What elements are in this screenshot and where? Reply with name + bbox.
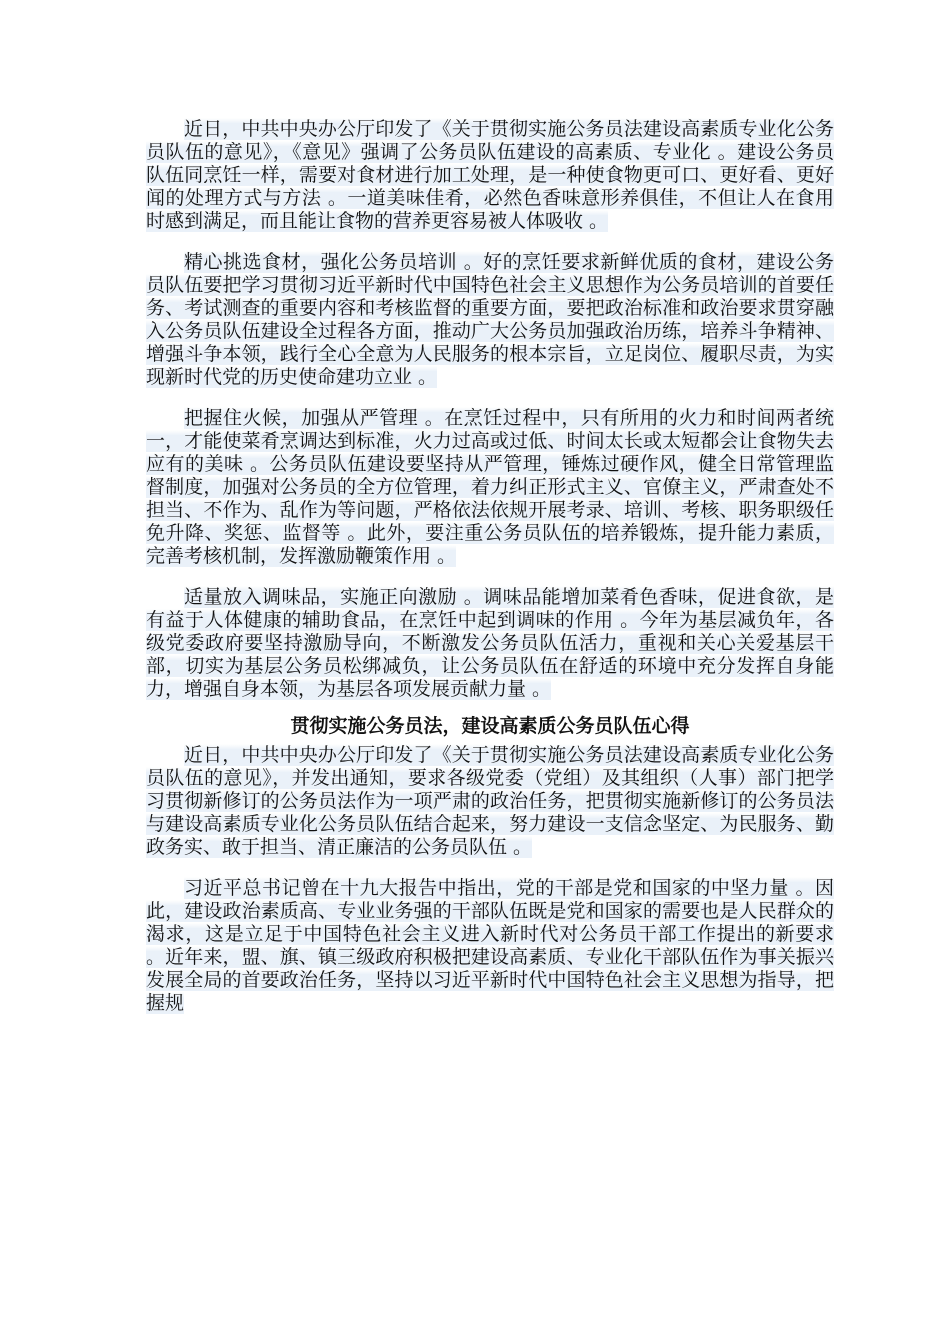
paragraph-3: 把握住火候，加强从严管理 。在烹饪过程中，只有所用的火力和时间两者统一，才能使菜肴烹调达到标准，火力过高或过低、时间太长或太短都会让食物失去应有的美味 。公务员队伍建设要坚持从严管理，锤炼过硬作风，健全日常管理监督制度，加强对公务员的全方位管理，着力纠正形式主义、官僚主义，严肃查处不担当、不作为、乱作为等问题，严格依法依规开展考录、培训、考核、职务职级任免升降、奖惩、监督等 。此外，要注重公务员队伍的培养锻炼，提升能力素质，完善考核机制，发挥激励鞭策作用 。 [146,407,834,567]
document-page [146,118,834,1033]
paragraph-5: 近日，中共中央办公厅印发了《关于贯彻实施公务员法建设高素质专业化公务员队伍的意见》，并发出通知，要求各级党委（党组）及其组织（人事）部门把学习贯彻新修订的公务员法作为一项严肃的政治任务，把贯彻实施新修订的公务员法与建设高素质专业化公务员队伍结合起来，努力建设一支信念坚定、为民服务、勤政务实、敢于担当、清正廉洁的公务员队伍 。 [146,744,834,858]
section-heading: 贯彻实施公务员法，建设高素质公务员队伍心得 [290,715,690,737]
paragraph-4: 适量放入调味品，实施正向激励 。调味品能增加菜肴色香味，促进食欲，是有益于人体健康的辅助食品，在烹饪中起到调味的作用 。今年为基层减负年，各级党委政府要坚持激励导向，不断激发公务员队伍活力，重视和关心关爱基层干部，切实为基层公务员松绑减负，让公务员队伍在舒适的环境中充分发挥自身能力，增强自身本领，为基层各项发展贡献力量 。 [146,586,834,700]
paragraph-6: 习近平总书记曾在十九大报告中指出，党的干部是党和国家的中坚力量 。因此，建设政治素质高、专业业务强的干部队伍既是党和国家的需要也是人民群众的渴求，这是立足于中国特色社会主义进入新时代对公务员干部工作提出的新要求 。近年来，盟、旗、镇三级政府积极把建设高素质、专业化干部队伍作为事关振兴发展全局的首要政治任务，坚持以习近平新时代中国特色社会主义思想为指导，把握规 [146,877,834,1014]
paragraph-2: 精心挑选食材，强化公务员培训 。好的烹饪要求新鲜优质的食材，建设公务员队伍要把学习贯彻习近平新时代中国特色社会主义思想作为公务员培训的首要任务、考试测查的重要内容和考核监督的重要方面，要把政治标准和政治要求贯穿融入公务员队伍建设全过程各方面，推动广大公务员加强政治历练，培养斗争精神、增强斗争本领，践行全心全意为人民服务的根本宗旨，立足岗位、履职尽责，为实现新时代党的历史使命建功立业 。 [146,251,834,388]
paragraph-1: 近日，中共中央办公厅印发了《关于贯彻实施公务员法建设高素质专业化公务员队伍的意见》，《意见》强调了公务员队伍建设的高素质、专业化 。建设公务员队伍同烹饪一样，需要对食材进行加工处理，是一种使食物更可口、更好看、更好闻的处理方式与方法 。一道美味佳肴，必然色香味意形养俱佳，不但让人在食用时感到满足，而且能让食物的营养更容易被人体吸收 。 [146,118,834,232]
